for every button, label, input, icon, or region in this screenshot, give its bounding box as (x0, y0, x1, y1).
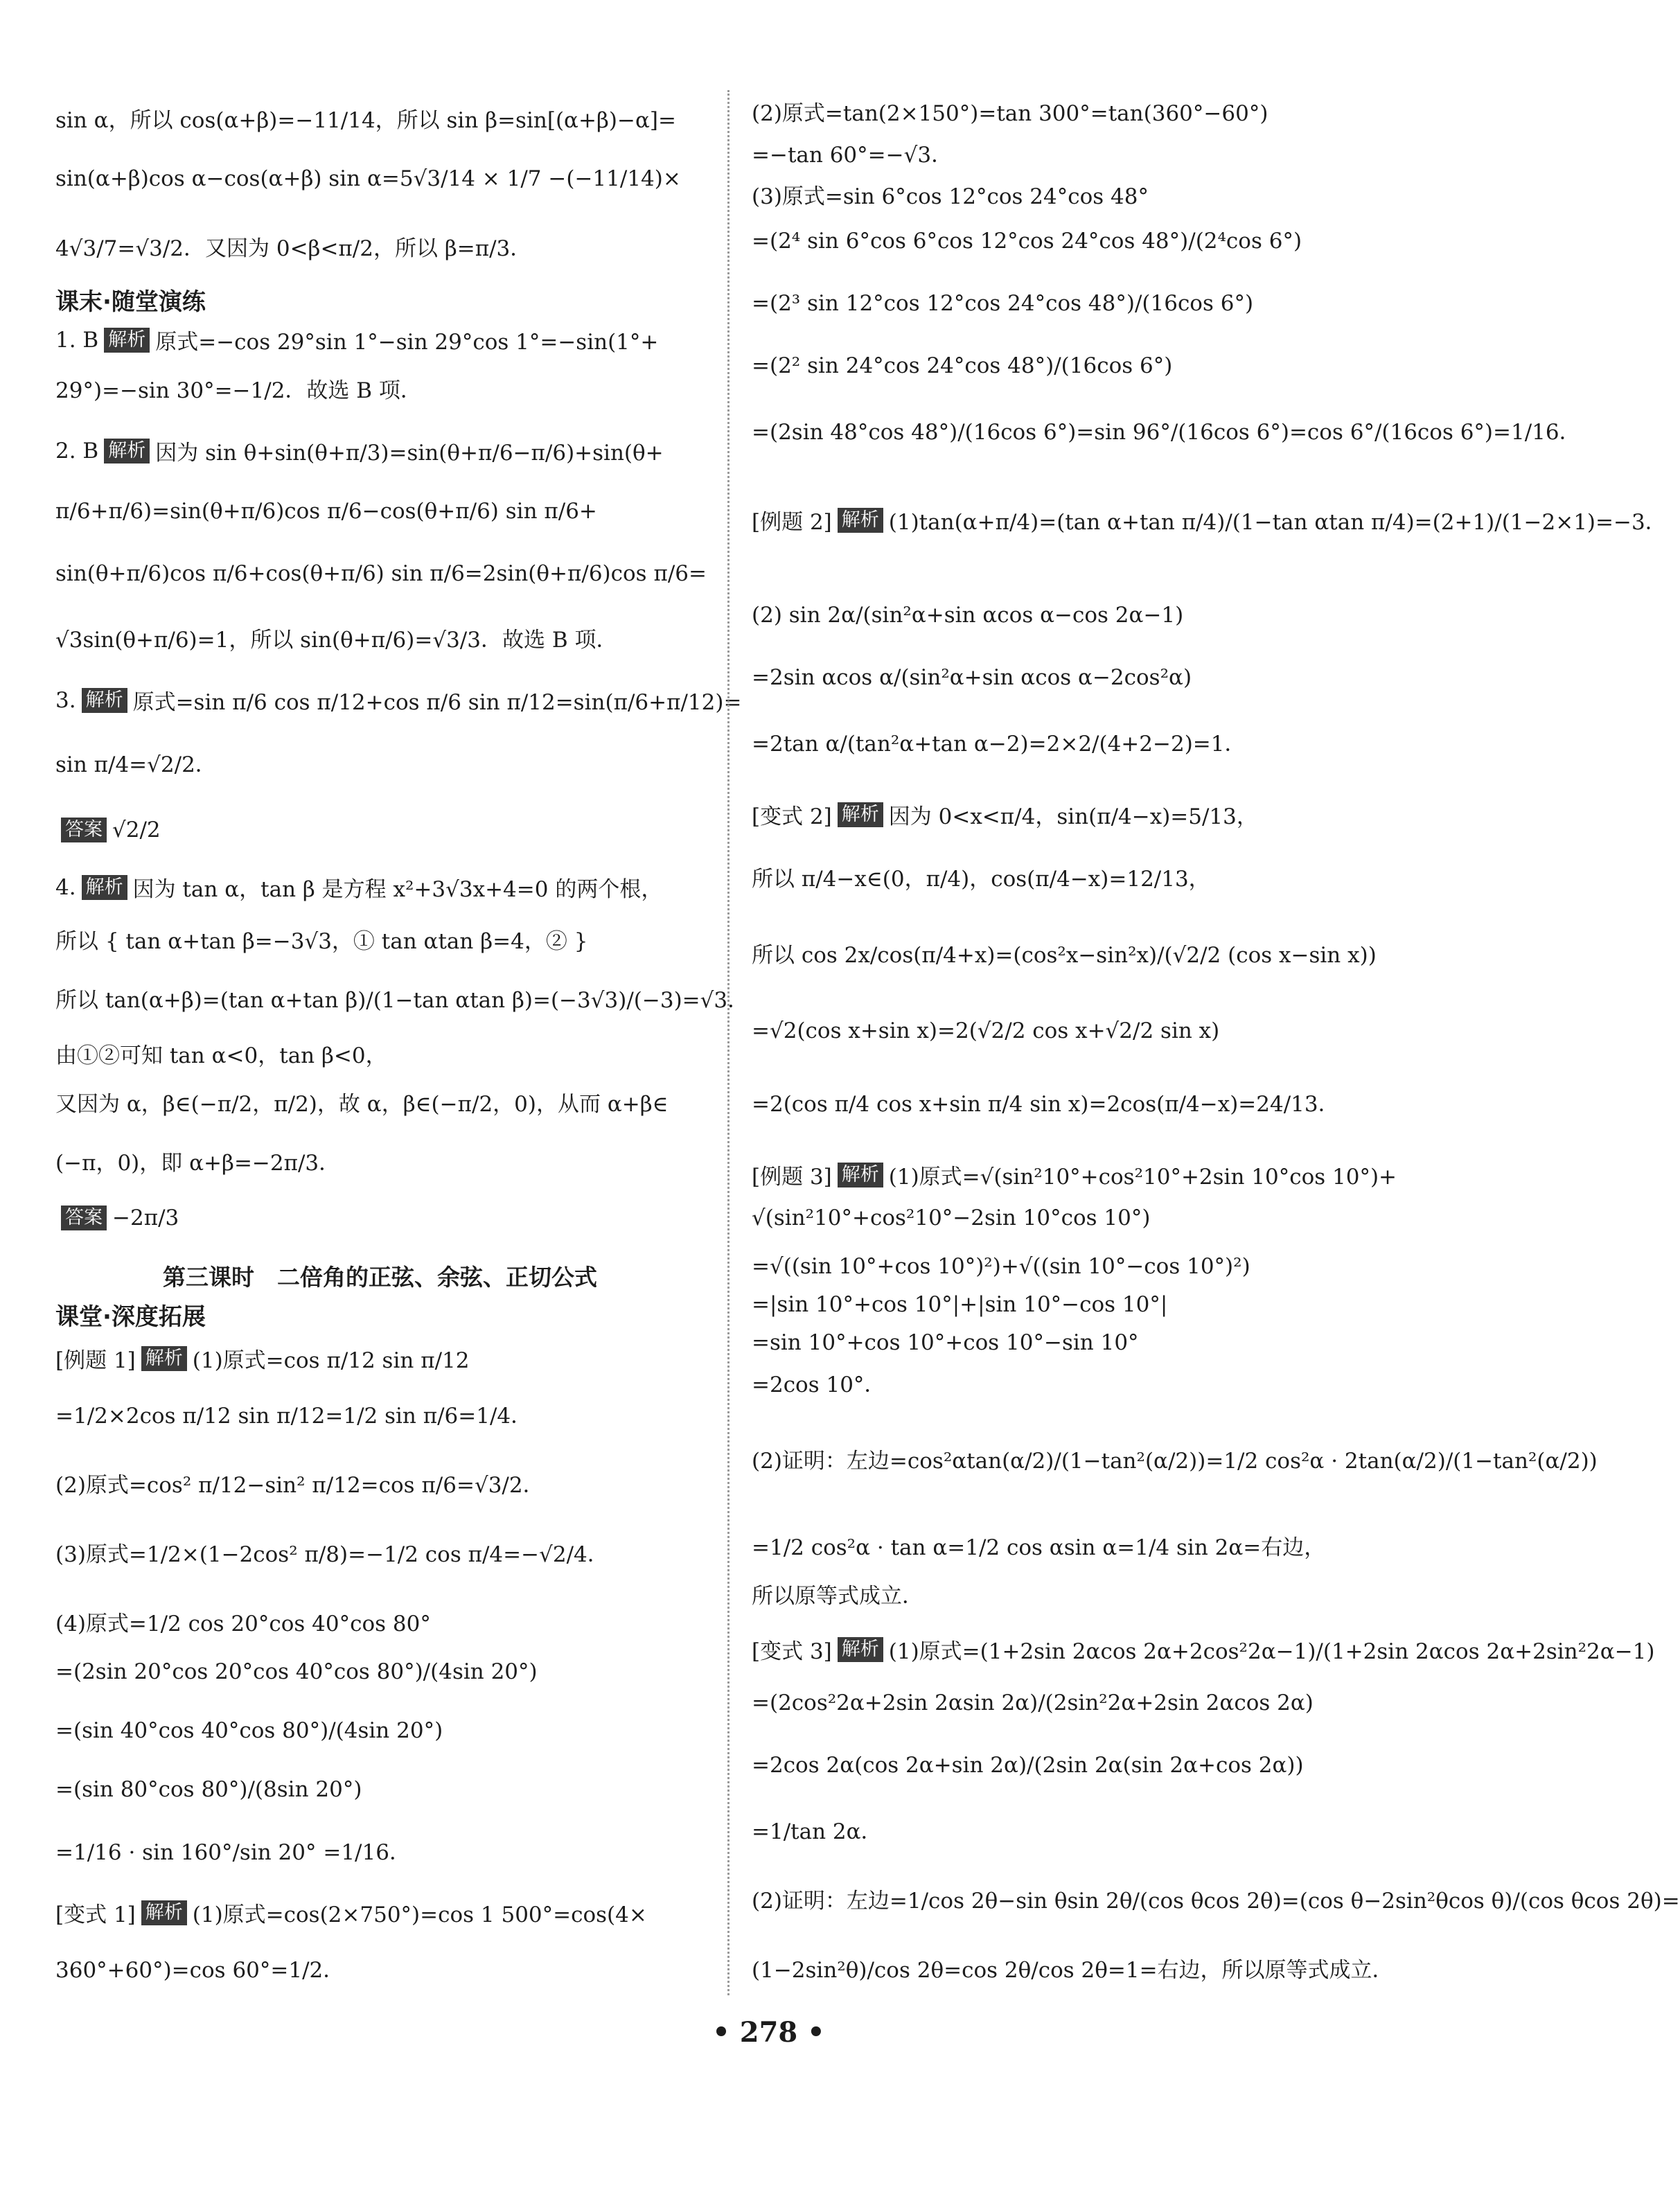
analysis-label: 解析 (104, 328, 150, 353)
text-line: (2)证明：左边=1/cos 2θ−sin θsin 2θ/(cos θcos 2θ)=(cos θ−2sin²θcos θ)/(cos θcos 2θ)= (752, 1889, 1680, 1914)
section-title-practice: 课末·随堂演练 (55, 288, 206, 316)
page-number: • 278 • (712, 2016, 825, 2049)
analysis-label: 解析 (82, 875, 127, 900)
text-line: 所以 { tan α+tan β=−3√3，① tan αtan β=4，② } (55, 929, 588, 954)
text-line: √(sin²10°+cos²10°−2sin 10°cos 10°) (752, 1205, 1151, 1230)
text-line: =1/2×2cos π/12 sin π/12=1/2 sin π/6=1/4． (55, 1404, 533, 1429)
text-line: =−tan 60°=−√3． (752, 143, 953, 168)
text-line: (2)证明：左边=cos²αtan(α/2)/(1−tan²(α/2))=1/2 cos²α · 2tan(α/2)/(1−tan²(α/2)) (752, 1449, 1598, 1474)
text-line: =(2sin 48°cos 48°)/(16cos 6°)=sin 96°/(16cos 6°)=cos 6°/(16cos 6°)=1/16． (752, 420, 1581, 445)
text-line: 由①②可知 tan α<0，tan β<0， (55, 1043, 387, 1068)
answer-label: 答案 (61, 1206, 107, 1230)
text-line: =(2sin 20°cos 20°cos 40°cos 80°)/(4sin 20°) (55, 1659, 538, 1684)
analysis-label: 解析 (838, 802, 883, 827)
text-line: =sin 10°+cos 10°+cos 10°−sin 10° (752, 1330, 1139, 1355)
text-line: 29°)=−sin 30°=−1/2．故选 B 项． (55, 378, 422, 403)
text-line: =(2cos²2α+2sin 2αsin 2α)/(2sin²2α+2sin 2αcos 2α) (752, 1690, 1314, 1715)
text-line: =2cos 2α(cos 2α+sin 2α)/(2sin 2α(sin 2α+cos 2α)) (752, 1752, 1304, 1778)
column-divider (727, 90, 730, 1995)
answer-line: 答案 −2π/3 (55, 1204, 179, 1230)
text-line: =2tan α/(tan²α+tan α−2)=2×2/(4+2−2)=1． (752, 732, 1246, 757)
text-line: sin(θ+π/6)cos π/6+cos(θ+π/6) sin π/6=2sin(θ+π/6)cos π/6= (55, 560, 707, 586)
text-line: π/6+π/6)=sin(θ+π/6)cos π/6−cos(θ+π/6) sin π/6+ (55, 498, 597, 524)
text-line: 又因为 α，β∈(−π/2，π/2)，故 α，β∈(−π/2，0)，从而 α+β∈ (55, 1092, 669, 1117)
variant-2: [变式 2] 解析 因为 0<x<π/4，sin(π/4−x)=5/13， (752, 803, 1258, 829)
text-line: (2)原式=tan(2×150°)=tan 300°=tan(360°−60°) (752, 101, 1268, 126)
text-line: (2) sin 2α/(sin²α+sin αcos α−cos 2α−1) (752, 602, 1184, 628)
text-line: =(2² sin 24°cos 24°cos 48°)/(16cos 6°) (752, 353, 1173, 378)
answer-line: 答案 √2/2 (55, 816, 161, 842)
example-2: [例题 2] 解析 (1)tan(α+π/4)=(tan α+tan π/4)/(1−tan αtan π/4)=(2+1)/(1−2×1)=−3． (752, 509, 1667, 535)
example-3: [例题 3] 解析 (1)原式=√(sin²10°+cos²10°+2sin 10°cos 10°)+ (752, 1163, 1397, 1190)
text-line: 4√3/7=√3/2．又因为 0<β<π/2，所以 β=π/3． (55, 236, 532, 261)
text-line: =1/tan 2α． (752, 1819, 883, 1844)
text-line: 360°+60°)=cos 60°=1/2． (55, 1958, 345, 1983)
text-line: 所以原等式成立． (752, 1584, 923, 1609)
exercise-4: 4. 解析 因为 tan α，tan β 是方程 x²+3√3x+4=0 的两个根， (55, 874, 663, 902)
text-line: =2(cos π/4 cos x+sin π/4 sin x)=2cos(π/4−x)=24/13． (752, 1092, 1340, 1117)
variant-1: [变式 1] 解析 (1)原式=cos(2×750°)=cos 1 500°=cos(4× (55, 1901, 647, 1927)
text-line: 所以 tan(α+β)=(tan α+tan β)/(1−tan αtan β)=(−3√3)/(−3)=√3． (55, 988, 750, 1013)
text-line: =1/2 cos²α · tan α=1/2 cos αsin α=1/4 sin 2α=右边， (752, 1535, 1326, 1560)
text-line: =(sin 40°cos 40°cos 80°)/(4sin 20°) (55, 1717, 443, 1743)
exercise-1: 1. B 解析 原式=−cos 29°sin 1°−sin 29°cos 1°=−sin(1°+ (55, 327, 659, 355)
exercise-2: 2. B 解析 因为 sin θ+sin(θ+π/3)=sin(θ+π/6−π/6)+sin(θ+ (55, 438, 664, 466)
text-line: =√2(cos x+sin x)=2(√2/2 cos x+√2/2 sin x) (752, 1018, 1220, 1043)
text-line: (1−2sin²θ)/cos 2θ=cos 2θ/cos 2θ=1=右边，所以原等式成立． (752, 1958, 1394, 1983)
variant-3: [变式 3] 解析 (1)原式=(1+2sin 2αcos 2α+2cos²2α−1)/(1+2sin 2αcos 2α+2sin²2α−1) (752, 1638, 1655, 1664)
text-line: (2)原式=cos² π/12−sin² π/12=cos π/6=√3/2． (55, 1473, 545, 1498)
answer-label: 答案 (61, 818, 107, 842)
text-line: =(2³ sin 12°cos 12°cos 24°cos 48°)/(16cos 6°) (752, 290, 1254, 316)
section-title-extension: 课堂·深度拓展 (55, 1303, 206, 1331)
analysis-label: 解析 (141, 1346, 187, 1371)
lesson-title: 第三课时 二倍角的正弦、余弦、正切公式 (163, 1264, 597, 1291)
text-line: =1/16 · sin 160°/sin 20° =1/16． (55, 1840, 411, 1865)
text-line: sin α，所以 cos(α+β)=−11/14，所以 sin β=sin[(α+β)−α]= (55, 108, 676, 133)
text-line: sin(α+β)cos α−cos(α+β) sin α=5√3/14 × 1/7 −(−11/14)× (55, 166, 681, 191)
text-line: =√((sin 10°+cos 10°)²)+√((sin 10°−cos 10°)²) (752, 1253, 1250, 1279)
analysis-label: 解析 (838, 508, 883, 533)
analysis-label: 解析 (838, 1163, 883, 1187)
text-line: (4)原式=1/2 cos 20°cos 40°cos 80° (55, 1611, 431, 1636)
text-line: 所以 π/4−x∈(0，π/4)，cos(π/4−x)=12/13， (752, 867, 1210, 892)
exercise-3: 3. 解析 原式=sin π/6 cos π/12+cos π/6 sin π/12=sin(π/6+π/12)= (55, 687, 742, 715)
text-line: =2cos 10°． (752, 1372, 886, 1397)
text-line: 所以 cos 2x/cos(π/4+x)=(cos²x−sin²x)/(√2/2 (cos x−sin x)) (752, 943, 1377, 968)
text-line: (−π，0)，即 α+β=−2π/3． (55, 1151, 341, 1176)
text-line: sin π/4=√2/2． (55, 752, 217, 777)
example-1: [例题 1] 解析 (1)原式=cos π/12 sin π/12 (55, 1347, 470, 1373)
text-line: (3)原式=sin 6°cos 12°cos 24°cos 48° (752, 184, 1149, 209)
analysis-label: 解析 (141, 1900, 187, 1925)
text-line: =(sin 80°cos 80°)/(8sin 20°) (55, 1776, 362, 1802)
text-line: =|sin 10°+cos 10°|+|sin 10°−cos 10°| (752, 1291, 1168, 1317)
analysis-label: 解析 (104, 439, 150, 463)
text-line: (3)原式=1/2×(1−2cos² π/8)=−1/2 cos π/4=−√2/4． (55, 1542, 609, 1567)
analysis-label: 解析 (838, 1637, 883, 1662)
text-line: √3sin(θ+π/6)=1，所以 sin(θ+π/6)=√3/3．故选 B 项． (55, 628, 618, 653)
analysis-label: 解析 (82, 688, 127, 713)
text-line: =(2⁴ sin 6°cos 6°cos 12°cos 24°cos 48°)/(2⁴cos 6°) (752, 228, 1302, 254)
text-line: =2sin αcos α/(sin²α+sin αcos α−2cos²α) (752, 664, 1192, 690)
